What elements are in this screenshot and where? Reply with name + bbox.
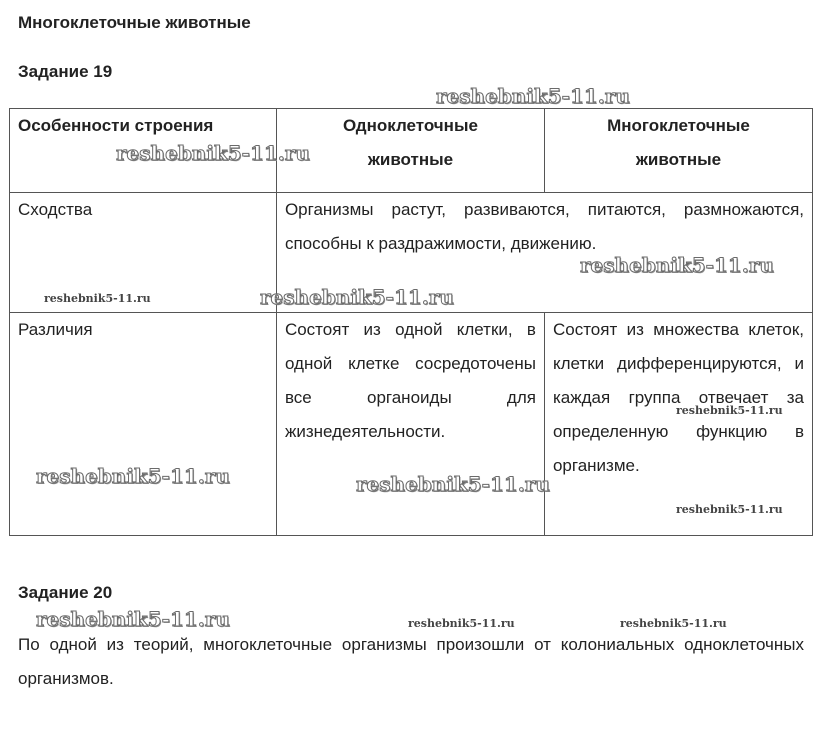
table-row-similarities [10,193,813,313]
table-row-differences [10,313,813,536]
watermark: reshebnik5-11.ru [620,617,727,630]
differences-unicellular-text: Состоят из одной клетки, в одной клетке сосредоточены все органоиды для жизнедеятельности. [276,313,544,536]
watermark: reshebnik5-11.ru [36,464,230,488]
differences-multicellular-text: Состоят из множества клеток, клетки дифференцируются, и каждая группа отвечает за определенную функцию в организме. [544,313,812,536]
watermark: reshebnik5-11.ru [580,253,774,277]
comparison-table [9,108,813,536]
header-unicellular-line1: Одноклеточные [342,116,478,135]
watermark: reshebnik5-11.ru [116,141,310,165]
task-20-heading: Задание 20 [18,583,113,602]
watermark: reshebnik5-11.ru [408,617,515,630]
header-multicellular [544,109,812,193]
header-unicellular-line2: животные [367,150,454,169]
watermark: reshebnik5-11.ru [676,404,783,417]
watermark: reshebnik5-11.ru [260,285,454,309]
row-label-differences: Различия [10,313,277,536]
watermark: reshebnik5-11.ru [436,84,630,108]
table-header-row [10,109,813,193]
similarities-text: Организмы растут, развиваются, питаются, размножаются, способны к раздражимости, движению. [276,193,812,313]
header-structure-features [10,109,277,193]
watermark: reshebnik5-11.ru [36,607,230,631]
header-multicellular-line1: Многоклеточные [607,116,750,135]
header-unicellular [276,109,544,193]
row-label-similarities: Сходства [10,193,277,313]
watermark: reshebnik5-11.ru [356,472,550,496]
watermark: reshebnik5-11.ru [676,503,783,516]
task-20-answer-text: По одной из теорий, многоклеточные организмы произошли от колониальных одноклеточных организмов. [18,635,804,688]
watermark: reshebnik5-11.ru [44,292,151,305]
header-multicellular-line2: животные [635,150,722,169]
task-19-heading: Задание 19 [18,62,113,81]
page-title: Многоклеточные животные [18,13,251,32]
header-structure-features-text: Особенности строения [18,116,214,135]
